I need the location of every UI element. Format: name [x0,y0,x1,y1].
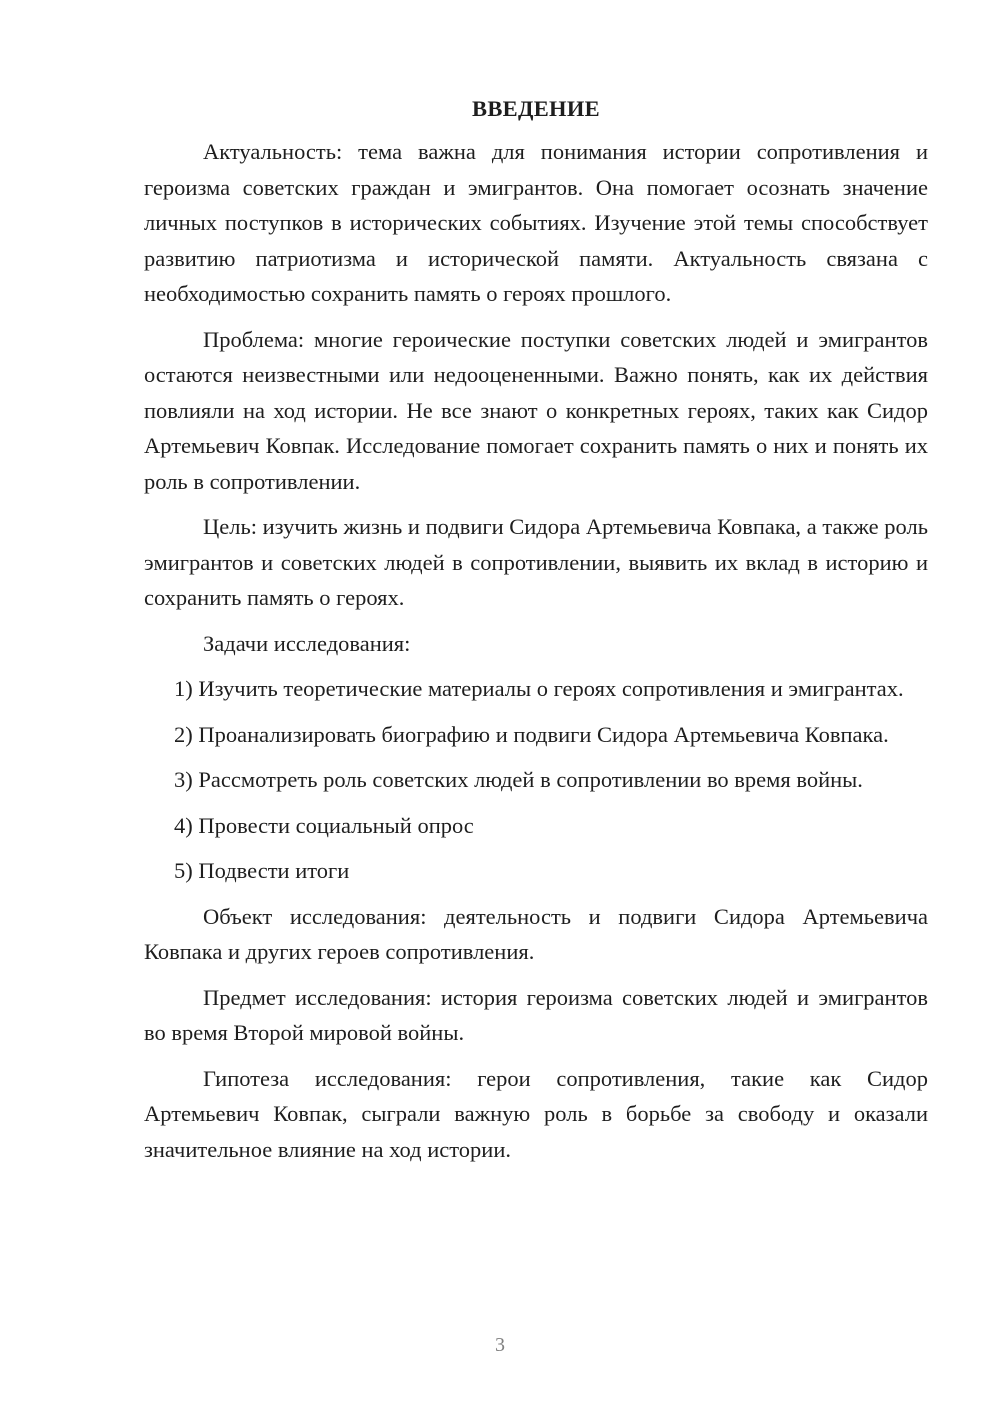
task-item-3: 3) Рассмотреть роль советских людей в сопротивлении во время войны. [174,767,863,792]
paragraph-hypothesis: Гипотеза исследования: герои сопротивления, такие как Сидор Артемьевич Ковпак, сыграли важную роль в борьбе за свободу и оказали значительное влияние на ход истории. [144,1065,928,1162]
page-number: 3 [495,1334,505,1356]
section-title: ВВЕДЕНИЕ [472,96,600,121]
paragraph-subject: Предмет исследования: история героизма советских людей и эмигрантов во время Второй мировой войны. [144,984,928,1045]
page-content [144,95,928,1177]
task-item-2: 2) Проанализировать биографию и подвиги Сидора Артемьевича Ковпака. [174,721,889,747]
paragraph-problem: Проблема: многие героические поступки советских людей и эмигрантов остаются неизвестными или недооцененными. Важно понять, как их действия повлияли на ход истории. Не все знают о конкретных героях, таких как Сидор Артемьевич Ковпак. Исследование помогает сохранить память о них и понять их роль в сопротивлении. [144,326,928,494]
task-item-1: 1) Изучить теоретические материалы о героях сопротивления и эмигрантах. [174,676,904,701]
task-item-5: 5) Подвести итоги [174,858,350,883]
paragraph-tasks-heading: Задачи исследования: [203,630,411,656]
paragraph-goal: Цель: изучить жизнь и подвиги Сидора Артемьевича Ковпака, а также роль эмигрантов и советских людей в сопротивлении, выявить их вклад в историю и сохранить память о героях. [144,514,928,610]
task-item-4: 4) Провести социальный опрос [174,812,474,838]
paragraph-relevance: Актуальность: тема важна для понимания истории сопротивления и героизма советских граждан и эмигрантов. Она помогает осознать значение личных поступков в исторических событиях. Изучение этой темы способствует развитию патриотизма и исторической памяти. Актуальность связана с необходимостью сохранить память о героях прошлого. [144,139,928,306]
paragraph-object: Объект исследования: деятельность и подвиги Сидора Артемьевича Ковпака и других героев сопротивления. [144,903,928,964]
